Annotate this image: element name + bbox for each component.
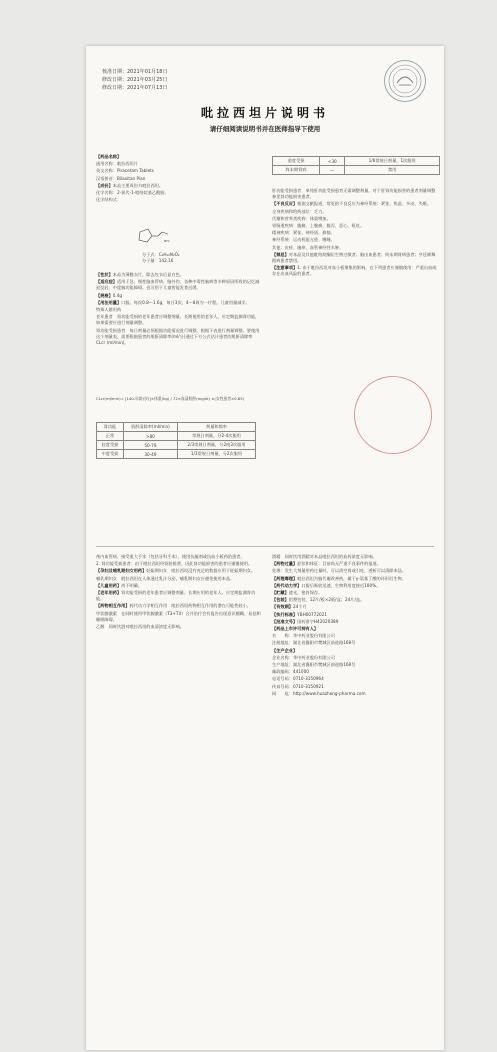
renal-dose-table	[96, 422, 256, 459]
paragraph-text: 乙醇 同时饮酒对吡拉西坦的血清浓度无影响。	[96, 624, 184, 630]
clcr-formula: CLcr(ml/min)= [140-年龄(岁)]×体重(kg) / 72×血清肌酐(mg/dl) ×(女性患者×0.85)	[96, 396, 245, 401]
table-row	[273, 166, 440, 175]
paragraph	[96, 554, 261, 560]
paragraph	[272, 612, 438, 618]
paragraph	[272, 669, 438, 675]
paragraph	[272, 648, 438, 654]
table-cell: —	[320, 166, 345, 175]
paragraph	[272, 640, 438, 646]
paragraph	[272, 633, 438, 639]
paragraph	[96, 300, 261, 306]
paragraph-text: 甲状腺激素 在同时使用甲状腺激素（T3+T4）合并治疗会有报告出现意识模糊、易怒和睡眠障碍。	[96, 610, 261, 622]
paragraph-text: 适用于急、慢性脑血管病、脑外伤、各种中毒性脑病等多种原因所致的记忆减退及轻、中度脑功能障碍。也可用于儿童智能发育迟缓。	[96, 279, 260, 291]
paragraph	[272, 576, 438, 582]
paragraph-text: 其他：皮疹、瘙痒、血管神经性水肿。	[272, 244, 344, 250]
section-heading: 【药品名称】	[96, 154, 122, 159]
left-middle-column	[96, 272, 261, 347]
paragraph-text: 电话号码：0710-3150964	[272, 676, 324, 682]
table-cell: >80	[123, 432, 177, 441]
paragraph	[96, 307, 261, 313]
paragraph-text: 症状和体征：目前尚无严重不良事件的报道。	[297, 561, 381, 567]
section-heading: 【儿童用药】	[96, 582, 122, 588]
paragraph-text: 哺乳期妇女 吡拉西坦在人体通过乳汁分泌，哺乳期妇女应避免使用本品。	[96, 575, 235, 581]
left-lower-column	[96, 554, 261, 631]
section-heading: 【用法用量】	[96, 299, 122, 305]
section-heading: 【注意事项】	[272, 265, 298, 271]
section-heading: 【适应症】	[96, 279, 117, 285]
revise-date-1: 修改日期：2021年03月25日	[102, 77, 168, 83]
section-heading: 【执行标准】	[272, 611, 298, 617]
table-row	[273, 157, 440, 166]
paragraph-text: 1. 由于吡拉西坦对血小板聚集的影响，在下列患者应谨慎使用：严重出血或存在出血风险的患者。	[272, 265, 437, 277]
table-cell: 终末期肾病	[273, 166, 320, 175]
paragraph-text: 传真号码：0710-3150921	[272, 683, 324, 689]
paragraph	[96, 590, 261, 602]
table-cell: 正常	[97, 432, 124, 441]
left-upper-column	[96, 154, 261, 204]
table-header: 肌酐清除率(ml/min)	[123, 423, 177, 432]
paragraph-text: 企业名称：华中药业股份有限公司	[272, 654, 335, 660]
paragraph-text: 生产地址：湖北省襄阳市樊城区前进路168号	[272, 662, 356, 668]
paragraph-text: 酒精 同时饮用酒精对本品吡拉西坦的血药浓度无影响。	[272, 554, 377, 559]
table-header: 肾功能	[97, 423, 124, 432]
paragraph	[272, 597, 438, 603]
table-row	[97, 450, 256, 459]
section-heading: 【禁忌】	[272, 251, 289, 257]
section-heading: 【性状】	[96, 272, 113, 277]
paragraph	[272, 583, 438, 589]
paragraph	[96, 161, 261, 167]
revise-date-2: 修改日期：2021年07月13日	[102, 85, 168, 91]
paragraph-text: 24个月	[292, 604, 307, 610]
paragraph	[96, 183, 261, 189]
table-row	[97, 441, 256, 450]
paragraph	[96, 314, 261, 326]
paragraph	[272, 265, 438, 277]
paragraph	[272, 626, 438, 632]
table-cell: 50-79	[123, 441, 177, 450]
paragraph	[96, 293, 261, 299]
section-heading: 【有效期】	[272, 604, 293, 610]
paragraph-text: 汉语拼音：Bilaxitan Pian	[96, 175, 146, 181]
leaflet-sheet	[86, 46, 444, 1050]
paragraph	[272, 237, 438, 243]
section-heading: 【成份】	[96, 182, 113, 188]
paragraph-text: 遮光，密封保存。	[288, 590, 323, 596]
paragraph-text: 尚不明确。	[121, 582, 143, 588]
paragraph	[96, 624, 261, 630]
paragraph	[96, 611, 261, 623]
paragraph	[272, 201, 438, 207]
paragraph	[96, 176, 261, 182]
paragraph-text: 颅内血管病、接受重大手术（包括牙科手术）、使用抗凝剂或抗血小板药的患者。	[96, 554, 245, 559]
paragraph	[96, 279, 261, 291]
section-heading: 【药代动力学】	[272, 582, 302, 588]
paragraph-text: YBH00772021	[297, 611, 328, 617]
paragraph	[272, 655, 438, 661]
approve-date: 核准日期：2021年01月18日	[102, 69, 168, 75]
section-heading: 【生产企业】	[272, 647, 298, 653]
document-title: 吡拉西坦片说明书	[200, 106, 329, 120]
table-cell: 中度受损	[97, 450, 124, 459]
paragraph	[96, 272, 261, 278]
table-cell: 轻度受损	[97, 441, 124, 450]
section-heading: 【药物相互作用】	[96, 603, 130, 609]
paragraph-text: 肝功能受损患者 单纯肝功能受损患者无需调整剂量。对于肝肾功能损害的患者剂量调整参见肾功能损害患者。	[272, 188, 436, 200]
table-cell: 2/3常规日剂量，分2或3次服用	[177, 441, 255, 450]
paragraph	[272, 691, 438, 697]
table-cell: 重度受损	[273, 157, 320, 166]
table-cell: 1/6常规日剂量，1次服用	[345, 157, 440, 166]
molecular-formula-block	[142, 252, 242, 264]
paragraph-text: 妊娠期妇女 吡拉西坦没有充足的数据应用于妊娠期妇女。	[146, 568, 256, 574]
paragraph	[272, 568, 438, 574]
paragraph	[272, 223, 438, 229]
paragraph	[272, 590, 438, 596]
table-cell: 禁用	[345, 166, 440, 175]
section-heading: 【药品上市许可持有人】	[272, 626, 319, 632]
company-seal-icon	[344, 366, 442, 464]
paragraph-text: 对本品及其他吡咯烷酮衍生物过敏者；脑出血患者；终末期肾病患者；亨廷顿舞蹈病患者禁用。	[272, 251, 436, 264]
section-heading: 【规格】	[96, 292, 113, 298]
section-heading: 【孕妇及哺乳期妇女用药】	[96, 568, 147, 574]
paragraph-text: 胃肠道疾病：腹痛、上腹痛、腹泻、恶心、呕吐。	[272, 223, 365, 229]
paragraph-text: 精神疾病：紧张、神经质、抑郁。	[272, 230, 335, 236]
paragraph-text: 本品为薄膜衣片，除去包衣后显白色。	[112, 272, 184, 277]
paragraph-text: 肾功能受损患者 每日剂量必须根据功能情况进行调整。根据下表进行剂量调整。要使用这个剂量表，需要根据患者的肌酐清除率(ml/分)通过下方公式估计患者的肌酐清除率CLcr (ml/min)。	[96, 327, 260, 346]
paragraph	[96, 576, 261, 582]
section-heading: 【药理毒理】	[272, 575, 298, 581]
paragraph	[96, 328, 261, 347]
chemical-structure-icon	[134, 226, 174, 248]
paragraph-text: 特殊人群用药	[96, 307, 122, 313]
table-cell: 常规日剂量，分2-4次服用	[177, 432, 255, 441]
paragraph-text: 本品主要成份为吡拉西坦。	[112, 182, 164, 188]
paragraph-text: 肾功能受损的老年患者应调整剂量。长期应用的老年人，应定期监测肾功能。	[96, 590, 256, 602]
paragraph	[272, 619, 438, 625]
table-header: 剂量和频率	[177, 423, 255, 432]
paragraph-text: 2. 肾功能受损患者：由于吡拉西坦经肾脏排泄，因此肾功能损害的患者应谨慎使用。	[96, 561, 253, 567]
company-logo-icon	[384, 60, 426, 102]
renal-dose-table-continued	[272, 156, 440, 175]
right-lower-column	[272, 554, 438, 698]
section-heading: 【药物过量】	[272, 561, 298, 567]
paragraph	[272, 209, 438, 215]
document-subtitle: 请仔细阅读说明书并在医师指导下使用	[209, 125, 321, 133]
paragraph	[272, 561, 438, 567]
paragraph	[272, 684, 438, 690]
paragraph-text: 全身疾病和给药部位：乏力。	[272, 208, 327, 214]
table-cell: 1/3常规日剂量，分2次服用	[177, 450, 255, 459]
table-row	[97, 432, 256, 441]
paragraph	[272, 662, 438, 668]
paragraph-text: 名 称：华中药业股份有限公司	[272, 633, 335, 639]
paragraph	[272, 252, 438, 264]
paragraph-text: 网 址：http://www.huazhong-pharma.com	[272, 690, 366, 696]
paragraph	[272, 676, 438, 682]
paragraph-text: 通用名称：吡拉西坦片	[96, 161, 138, 167]
section-heading: 【老年用药】	[96, 590, 122, 596]
formula-line: 分子量：142.16	[142, 258, 174, 264]
paragraph	[272, 230, 438, 236]
paragraph	[96, 603, 261, 609]
paragraph	[272, 604, 438, 610]
table-cell: 30-49	[123, 450, 177, 459]
paragraph	[272, 554, 438, 560]
paragraph	[96, 154, 261, 160]
paragraph-text: 化学结构式：	[96, 197, 122, 203]
paragraph-text: 国药准字H42020389	[297, 618, 339, 624]
svg-text:NH₂: NH₂	[164, 239, 170, 243]
paragraph-text: 神经系统：运动机能亢进、嗜睡。	[272, 237, 335, 243]
paragraph-text: 根据文献报道，常见的不良反应为神经系统：紧张、焦虑、多动、失眠。	[297, 201, 432, 207]
paragraph-text: 药代动力学相互作用 吡拉西坦药物相互作用的潜在可能性较小。	[129, 603, 251, 609]
paragraph	[272, 188, 438, 200]
dates-block	[102, 68, 167, 92]
paragraph	[96, 561, 261, 567]
section-heading: 【贮藏】	[272, 590, 289, 596]
paragraph-text: 处理：发生大剂量用药过量时，可以清空胃或引吐，透析可以清除本品。	[272, 568, 407, 574]
paragraph-text: 老年患者 肾功能受损的老年患者应调整剂量。长期使用的老年人，应定期监测肾功能，如果需要应进行剂量调整。	[96, 314, 260, 326]
paragraph-text: 化学名称：2-氧代-1-吡咯烷基乙酰胺。	[96, 190, 169, 196]
paragraph	[272, 245, 438, 251]
paragraph-text: 口服。每次0.8～1.6g，每日3次，4～8周为一疗程。儿童用量减半。	[121, 299, 250, 305]
table-cell: <30	[320, 157, 345, 166]
section-heading: 【批准文号】	[272, 618, 298, 624]
paragraph	[96, 583, 261, 589]
paragraph-text: 铝塑包装，12片/板×2板/盒；24片/盒。	[288, 597, 365, 603]
paragraph-text: 英文名称：Piracetam Tablets	[96, 168, 154, 174]
formula-line: 分子式：C₆H₁₀N₂O₂	[142, 252, 180, 257]
paragraph	[96, 568, 261, 574]
paragraph-text: 注册地址：湖北省襄阳市樊城区前进路168号	[272, 640, 356, 646]
paragraph-text: 代谢和营养类疾病：体重增加。	[272, 215, 331, 221]
section-heading: 【不良反应】	[272, 201, 298, 207]
paragraph	[96, 168, 261, 174]
paragraph	[272, 216, 438, 222]
paragraph-text: 邮政编码：441000	[272, 669, 309, 675]
section-heading: 【包装】	[272, 597, 289, 603]
right-upper-column	[272, 188, 438, 279]
paragraph-text: 口服后吸收迅速，生物利用度接近100%。	[301, 582, 381, 588]
paragraph	[96, 190, 261, 196]
paragraph-text: 吡拉西坦为脑代谢改善药，属于γ-氨基丁酸的环形衍生物。	[297, 575, 406, 581]
paragraph-text: 0.4g	[112, 292, 123, 298]
divider	[96, 546, 434, 547]
paragraph	[96, 197, 261, 203]
